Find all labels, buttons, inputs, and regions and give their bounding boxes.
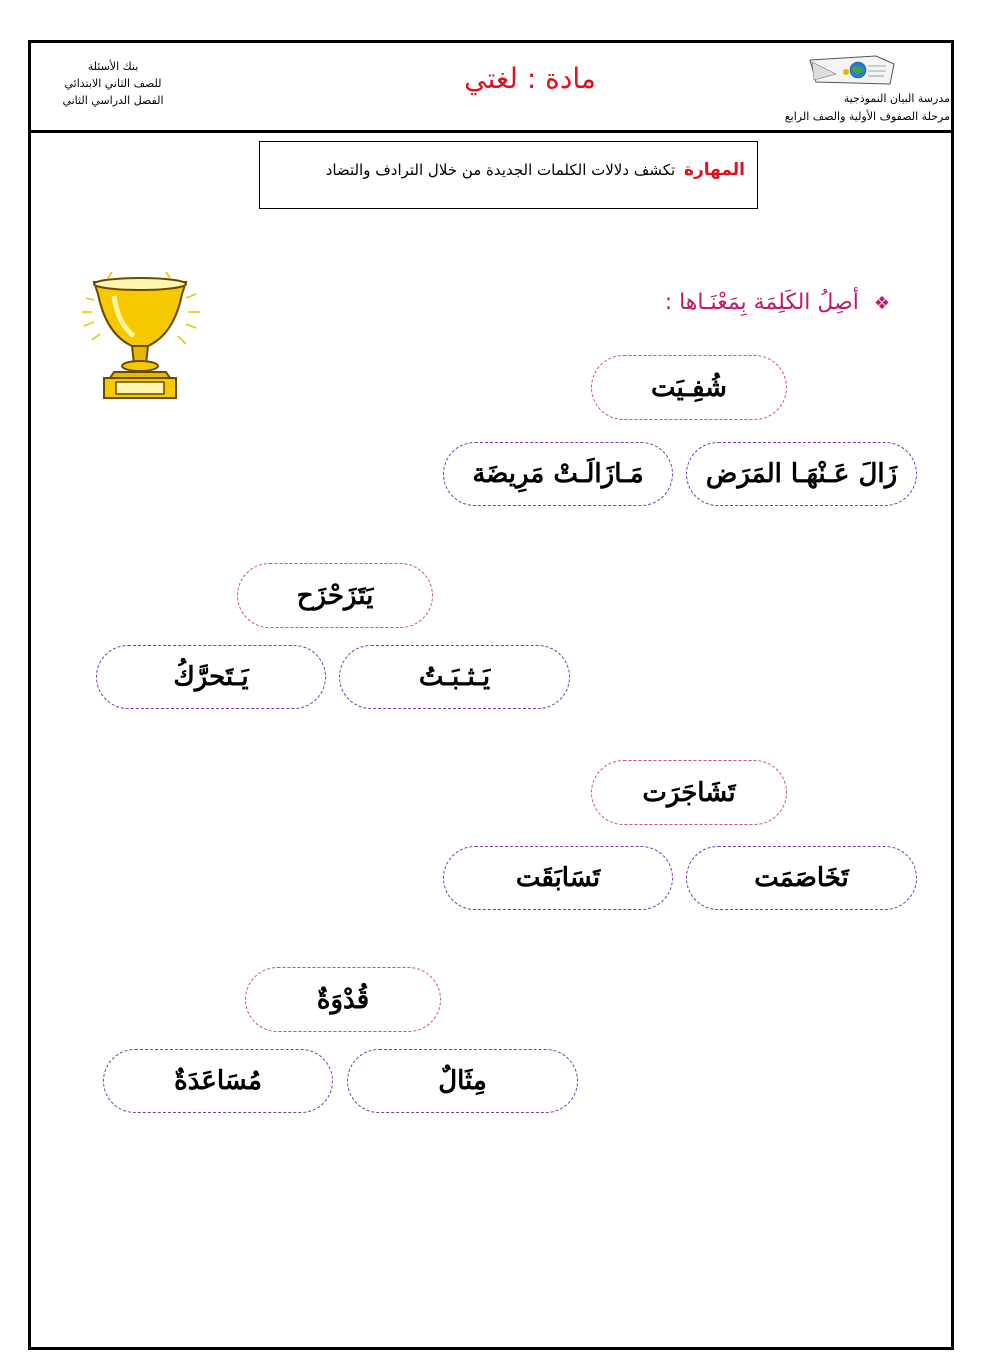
header-divider — [28, 130, 954, 133]
trophy-icon — [78, 268, 202, 402]
school-name: مدرسة البيان النموذجية — [843, 92, 950, 105]
option-2a[interactable]: يَـثـبَـتُ — [339, 645, 570, 709]
target-word-4[interactable]: قُدْوَةٌ — [245, 967, 441, 1032]
header-left-info — [48, 58, 178, 109]
option-4b[interactable]: مُسَاعَدَةٌ — [103, 1049, 333, 1113]
option-2b[interactable]: يَـتَحرَّكُ — [96, 645, 326, 709]
skill-text: تكشف دلالات الكلمات الجديدة من خلال الترادف والتضاد — [325, 161, 676, 179]
school-logo-icon — [806, 52, 898, 88]
skill-label: المهارة — [683, 160, 745, 180]
target-word-3[interactable]: تَشَاجَرَت — [591, 760, 787, 825]
grade-label: للصف الثاني الابتدائي — [64, 77, 162, 90]
option-1a[interactable]: زَالَ عَـنْهَـا المَرَض — [686, 442, 917, 506]
stage-label: مرحلة الصفوف الأولية والصف الرابع — [784, 110, 950, 123]
question-bank-label: بنك الأسئلة — [87, 60, 139, 73]
skill-box — [259, 141, 758, 209]
target-word-1[interactable]: شُفِـيَت — [591, 355, 787, 420]
option-3b[interactable]: تَسَابَقَت — [443, 846, 673, 910]
option-3a[interactable]: تَخَاصَمَت — [686, 846, 917, 910]
diamond-bullet-icon: ❖ — [873, 293, 890, 314]
option-1b[interactable]: مَـازَالَـتْ مَرِيضَة — [443, 442, 673, 506]
target-word-2[interactable]: يَتَزَحْزَح — [237, 563, 433, 628]
option-4a[interactable]: مِثَالٌ — [347, 1049, 578, 1113]
subject-title: مادة : لغتي — [464, 62, 596, 95]
semester-label: الفصل الدراسي الثاني — [62, 94, 164, 107]
instruction-text: أصِلُ الكَلِمَة بِمَعْنَـاها : — [664, 290, 859, 315]
instruction — [600, 290, 890, 315]
